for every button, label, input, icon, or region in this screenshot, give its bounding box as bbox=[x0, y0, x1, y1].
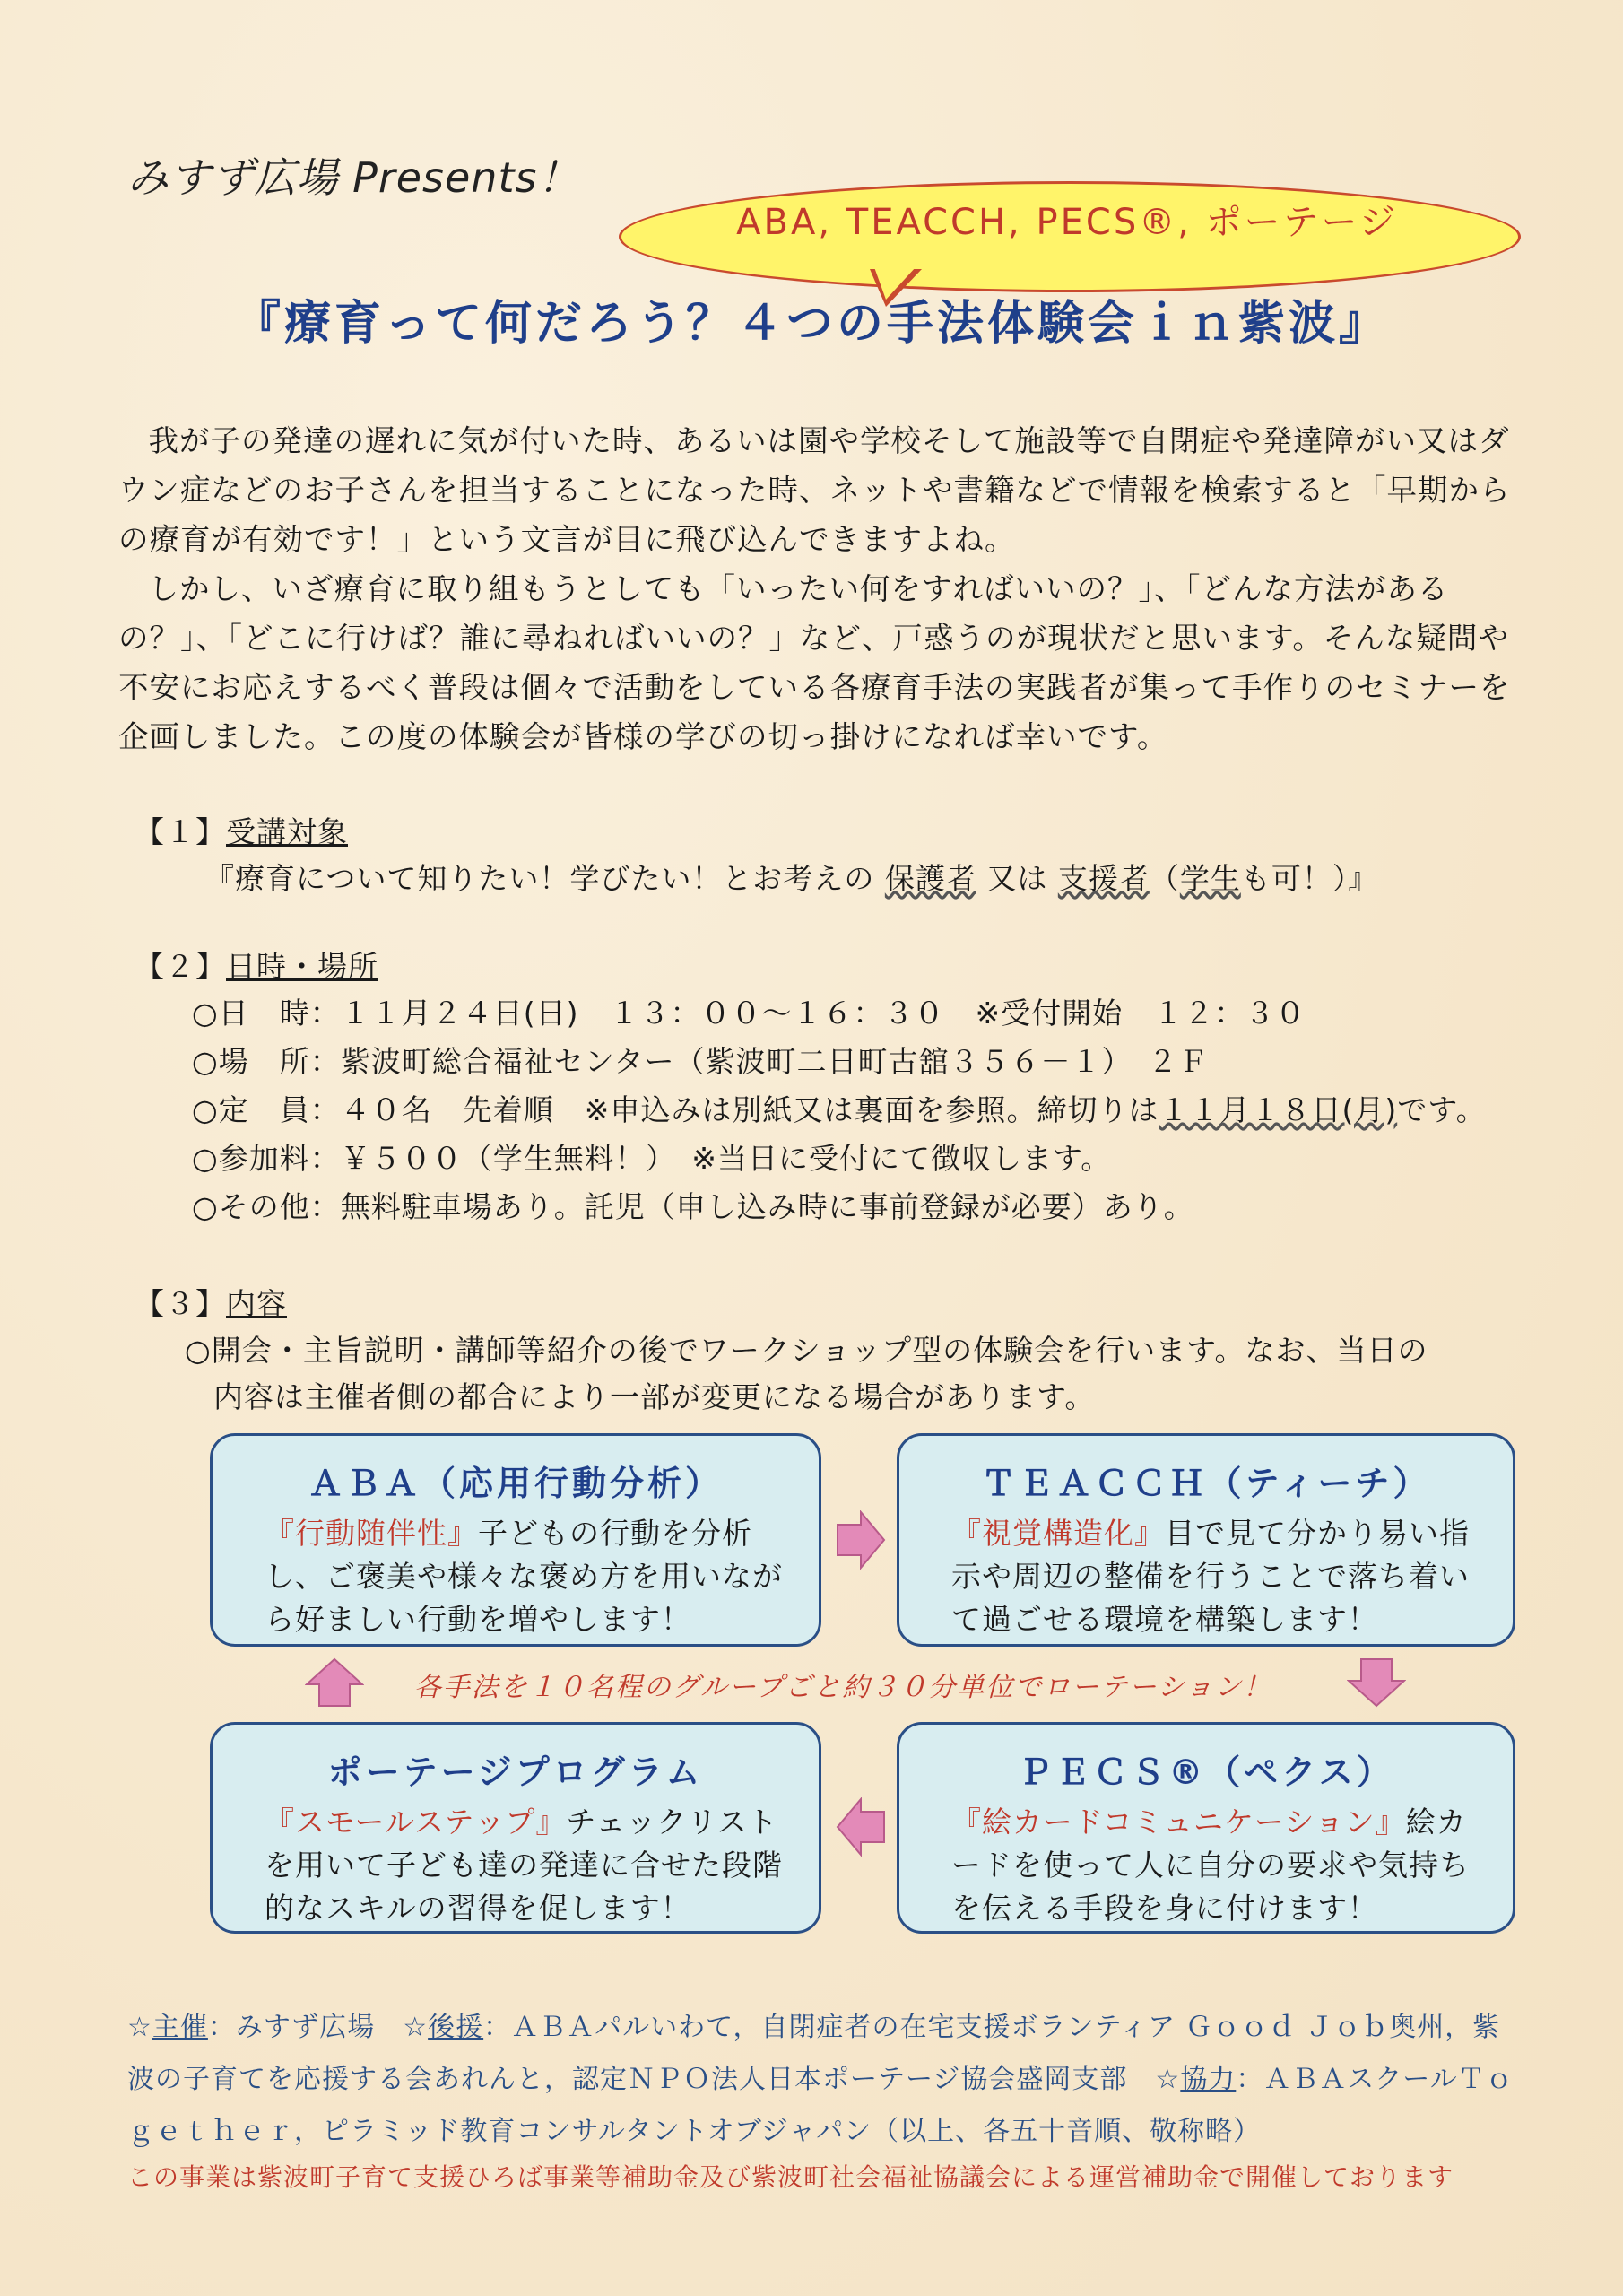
intro-text bbox=[118, 416, 1526, 761]
teacch-desc: 目で見て分かり易い指示や周辺の整備を行うことで落ち着いて過ごせる環境を構築します！ bbox=[951, 1516, 1470, 1637]
intro-paragraph-2: しかし、いざ療育に取り組もうとしても「いったい何をすればいいの？」、「どんな方法があるの？」、「どこに行けば？誰に尋ねればいいの？」など、戸惑うのが現状だと思います。そんな疑問や不安にお応えするべく普段は個々で活動をしている各療育手法の実践者が集って手作りのセミナーを企画しました。この度の体験会が皆様の学びの切っ掛けになれば幸いです。 bbox=[118, 571, 1511, 754]
event-other: ○その他：無料駐車場あり。託児（申し込み時に事前登録が必要）あり。 bbox=[192, 1189, 1194, 1224]
arrow-down-icon bbox=[1347, 1657, 1406, 1708]
pecs-desc: 絵カードを使って人に自分の要求や気持ちを伝える手段を身に付けます！ bbox=[951, 1805, 1470, 1926]
target-student: 学生 bbox=[1179, 861, 1241, 896]
event-fee: ○参加料：￥５００（学生無料！） ※当日に受付にて徴収します。 bbox=[192, 1141, 1112, 1176]
capacity-text: ○定 員：４０名 先着順 ※申込みは別紙又は裏面を参照。締切りは bbox=[192, 1092, 1159, 1127]
target-supporter: 支援者 bbox=[1057, 861, 1150, 896]
content-line-2: 内容は主催者側の都合により一部が変更になる場合があります。 bbox=[213, 1379, 1096, 1414]
intro-paragraph-1: 我が子の発達の遅れに気が付いた時、あるいは園や学校そして施設等で自閉症や発達障がい又はダウン症などのお子さんを担当することになった時、ネットや書籍などで情報を検索すると「早期からの療育が有効です！」という文言が目に飛び込んできますよね。 bbox=[118, 423, 1511, 557]
portage-desc: チェックリストを用いて子ども達の発達に合せた段階的なスキルの習得を促します！ bbox=[265, 1805, 783, 1926]
section-1-title: 受講対象 bbox=[226, 814, 348, 849]
aba-description bbox=[265, 1512, 783, 1641]
target-text-mid: 又は bbox=[976, 861, 1058, 896]
portage-description bbox=[265, 1801, 783, 1930]
star-icon: ☆ bbox=[127, 2012, 152, 2043]
teacch-key: 『視覚構造化』 bbox=[951, 1516, 1165, 1551]
organizer-label: 主催 bbox=[152, 2012, 208, 2043]
portage-key: 『スモールステップ』 bbox=[265, 1805, 567, 1839]
pecs-title: ＰＥＣＳ®（ペクス） bbox=[1018, 1752, 1394, 1792]
event-capacity bbox=[192, 1087, 1487, 1129]
method-box-teacch bbox=[897, 1433, 1515, 1647]
support-text: ：ＡＢＡパルいわて，自閉症者の在宅支援ボランティア Ｇｏｏｄ Ｊｏｂ奥州，紫波の子育てを応援する会あれんと，認定ＮＰＯ法人日本ポーテージ協会盛岡支部 bbox=[127, 2012, 1501, 2095]
portage-title: ポーテージプログラム bbox=[327, 1752, 704, 1792]
event-datetime: ○日 時：１１月２４日(日) １３：００～１６：３０ ※受付開始 １２：３０ bbox=[192, 996, 1306, 1031]
pecs-key: 『絵カードコミュニケーション』 bbox=[951, 1805, 1406, 1839]
section-2-number: 【２】 bbox=[135, 949, 226, 984]
target-paren: （ bbox=[1149, 861, 1180, 896]
section-3-title: 内容 bbox=[226, 1286, 287, 1321]
target-guardian: 保護者 bbox=[884, 861, 976, 896]
aba-key: 『行動随伴性』 bbox=[265, 1516, 478, 1551]
target-text-pre: 『療育について知りたい！学びたい！とお考えの bbox=[204, 861, 885, 896]
target-text-post: も可！）』 bbox=[1240, 861, 1379, 896]
star-icon: ☆ bbox=[1155, 2064, 1181, 2095]
event-place: ○場 所：紫波町総合福祉センター（紫波町二日町古舘３５６－１） ２Ｆ bbox=[192, 1044, 1209, 1079]
capacity-deadline: １１月１８日(月) bbox=[1159, 1092, 1398, 1127]
method-box-pecs bbox=[897, 1722, 1515, 1934]
section-2-title: 日時・場所 bbox=[226, 949, 378, 984]
section-1-number: 【１】 bbox=[135, 814, 226, 849]
content-line-1: ○開会・主旨説明・講師等紹介の後でワークショップ型の体験会を行います。なお、当日の bbox=[185, 1333, 1428, 1368]
section-1-heading bbox=[135, 809, 348, 851]
rotation-note: 各手法を１０名程のグループごと約３０分単位でローテーション！ bbox=[413, 1672, 1272, 1703]
arrow-up-icon bbox=[305, 1657, 364, 1708]
aba-title: ＡＢＡ（応用行動分析） bbox=[308, 1464, 723, 1503]
coop-label: 協力 bbox=[1180, 2064, 1237, 2095]
method-box-aba bbox=[210, 1433, 821, 1647]
methods-bubble-text: ABA, TEACCH, PECS®, ポーテージ bbox=[736, 202, 1398, 243]
pecs-description bbox=[951, 1801, 1477, 1930]
arrow-left-icon bbox=[836, 1797, 886, 1857]
star-icon: ☆ bbox=[403, 2012, 429, 2043]
page-title: 『療育って何だろう？４つの手法体験会ｉｎ紫波』 bbox=[233, 297, 1389, 351]
capacity-text-post: です。 bbox=[1397, 1092, 1487, 1127]
aba-desc: 子どもの行動を分析し、ご褒美や様々な褒め方を用いながら好ましい行動を増やします！ bbox=[265, 1516, 783, 1637]
support-label: 後援 bbox=[428, 2012, 484, 2043]
teacch-description bbox=[951, 1512, 1477, 1641]
arrow-right-icon bbox=[836, 1510, 886, 1570]
funding-note: この事業は紫波町子育て支援ひろば事業等補助金及び紫波町社会福祉協議会による運営補助金で開催しております bbox=[127, 2162, 1454, 2192]
section-3-number: 【３】 bbox=[135, 1286, 226, 1321]
coop-text: ：ＡＢＡスクールＴｏｇｅｔｈｅｒ，ピラミッド教育コンサルタントオブジャパン（以上、各五十音順、敬称略） bbox=[127, 2064, 1514, 2147]
method-box-portage bbox=[210, 1722, 821, 1934]
teacch-title: ＴＥＡＣＣＨ（ティーチ） bbox=[981, 1464, 1431, 1503]
target-audience bbox=[204, 856, 1378, 898]
section-3-heading bbox=[135, 1281, 287, 1323]
section-2-heading bbox=[135, 944, 378, 986]
credits bbox=[127, 2002, 1526, 2158]
presents-heading: みすず広場 Presents！ bbox=[127, 153, 580, 202]
organizer-text: ：みすず広場 bbox=[207, 2012, 404, 2043]
